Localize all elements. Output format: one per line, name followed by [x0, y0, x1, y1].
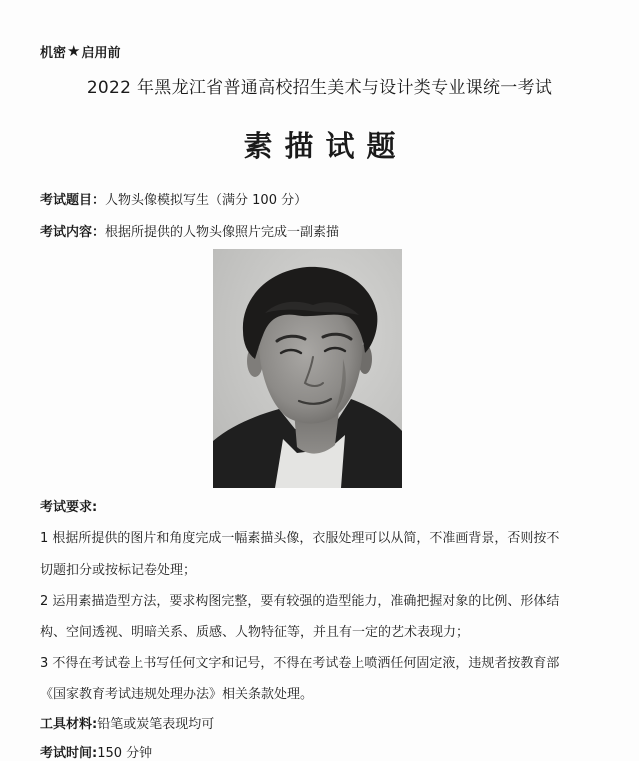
requirement-2-line-1: 2 运用素描造型方法，要求构图完整，要有较强的造型能力，准确把握对象的比例、形体结 — [40, 594, 560, 609]
exam-content — [40, 221, 339, 240]
requirements-title: 考试要求: — [40, 500, 98, 515]
requirement-1-line-1: 1 根据所提供的图片和角度完成一幅素描头像，衣服处理可以从简，不准画背景，否则按不 — [40, 531, 560, 546]
portrait-image — [213, 249, 402, 488]
time-value: 150 分钟 — [97, 746, 153, 761]
tools-materials — [40, 713, 214, 732]
exam-duration — [40, 742, 152, 761]
exam-content-label: 考试内容： — [40, 225, 106, 240]
requirement-2-line-2: 构、空间透视、明暗关系、质感、人物特征等，并且有一定的艺术表现力； — [40, 625, 470, 640]
exam-topic-label: 考试题目： — [40, 193, 106, 208]
subject-title: 素描试题 — [243, 129, 408, 163]
before-use-label: 启用前 — [81, 46, 121, 61]
star-icon: ★ — [67, 42, 81, 60]
confidential-mark — [40, 42, 120, 61]
time-label: 考试时间: — [40, 746, 98, 761]
requirement-1-line-2: 切题扣分或按标记卷处理； — [40, 563, 197, 578]
confidential-label: 机密 — [40, 46, 67, 61]
tools-value: 铅笔或炭笔表现均可 — [97, 717, 215, 732]
exam-content-value: 根据所提供的人物头像照片完成一副素描 — [105, 225, 340, 240]
exam-title: 2022 年黑龙江省普通高校招生美术与设计类专业课统一考试 — [86, 78, 553, 98]
requirement-3-line-2: 《国家教育考试违规处理办法》相关条款处理。 — [40, 687, 314, 702]
portrait-photo — [213, 249, 402, 488]
tools-label: 工具材料: — [40, 717, 98, 732]
exam-topic-value: 人物头像模拟写生（满分 100 分） — [105, 193, 308, 208]
requirement-3-line-1: 3 不得在考试卷上书写任何文字和记号，不得在考试卷上喷洒任何固定液，违规者按教育部 — [40, 656, 560, 671]
exam-topic — [40, 189, 307, 208]
